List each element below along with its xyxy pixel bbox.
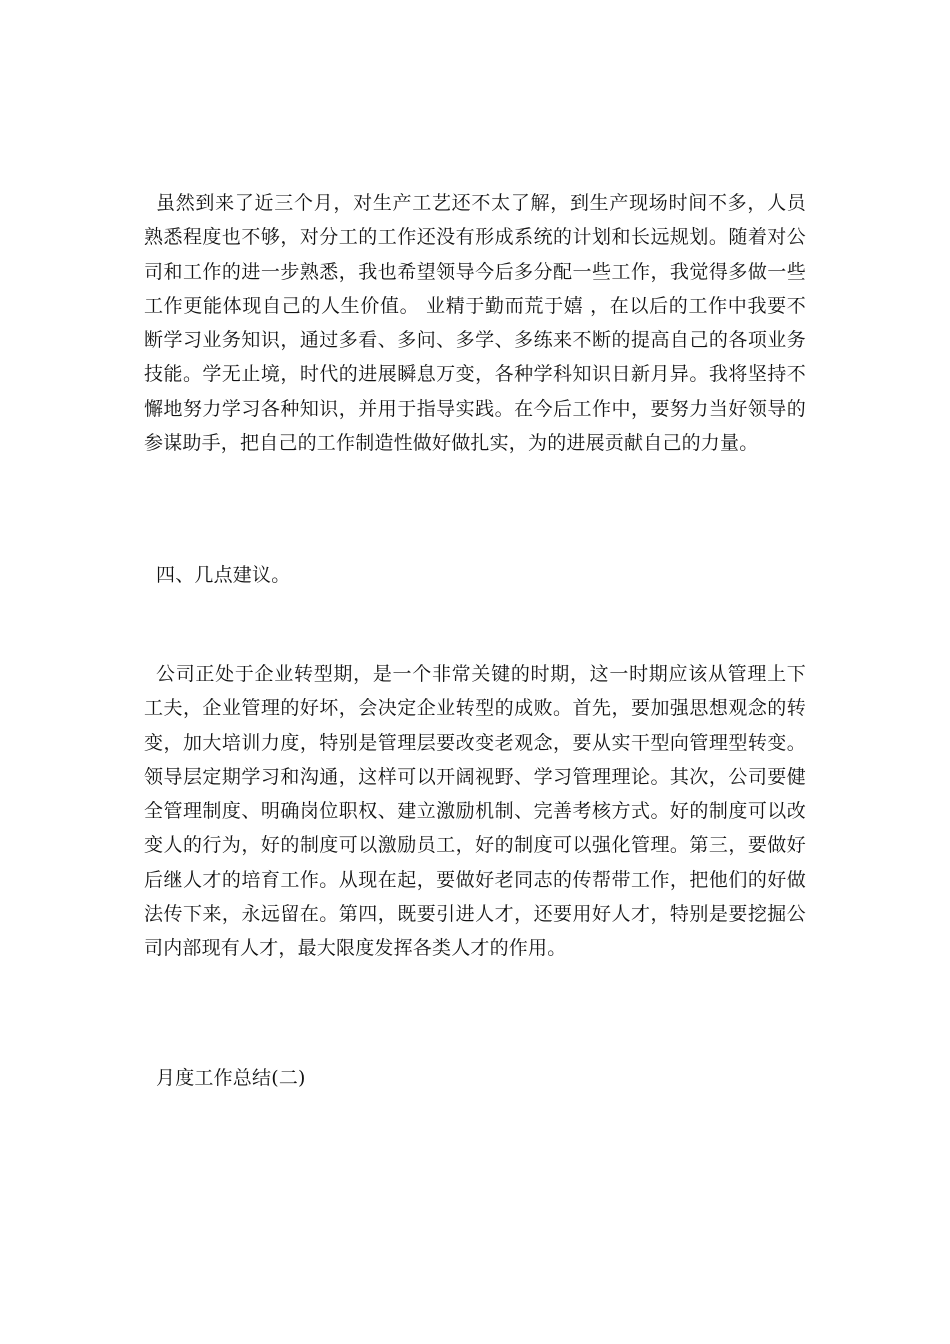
document-subtitle: 月度工作总结(二)	[156, 1067, 306, 1089]
paragraph-self-improvement: 虽然到来了近三个月，对生产工艺还不太了解，到生产现场时间不多，人员熟悉程度也不够，对分工的工作还没有形成系统的计划和长远规划。随着对公司和工作的进一步熟悉，我也希望领导今后多分配一些工作，我觉得多做一些工作更能体现自己的人生价值。 业精于勤而荒于嬉 ，在以后的工作中我要不断学习业务知识，通过多看、多问、多学、多练来不断的提高自己的各项业务技能。学无止境，时代的进展瞬息万变，各种学科知识日新月异。我将坚持不懈地努力学习各种知识，并用于指导实践。在今后工作中，要努力当好领导的参谋助手，把自己的工作制造性做好做扎实，为的进展贡献自己的力量。	[144, 192, 806, 455]
paragraph-suggestions: 公司正处于企业转型期，是一个非常关键的时期，这一时期应该从管理上下工夫，企业管理的好坏，会决定企业转型的成败。首先，要加强思想观念的转变，加大培训力度，特别是管理层要改变老观念，要从实干型向管理型转变。领导层定期学习和沟通，这样可以开阔视野、学习管理理论。其次，公司要健全管理制度、明确岗位职权、建立激励机制、完善考核方式。好的制度可以改变人的行为，好的制度可以激励员工，好的制度可以强化管理。第三，要做好后继人才的培育工作。从现在起，要做好老同志的传帮带工作，把他们的好做法传下来，永远留在。第四，既要引进人才，还要用好人才，特别是要挖掘公司内部现有人才，最大限度发挥各类人才的作用。	[144, 663, 806, 960]
section-heading-suggestions: 四、几点建议。	[156, 564, 291, 586]
